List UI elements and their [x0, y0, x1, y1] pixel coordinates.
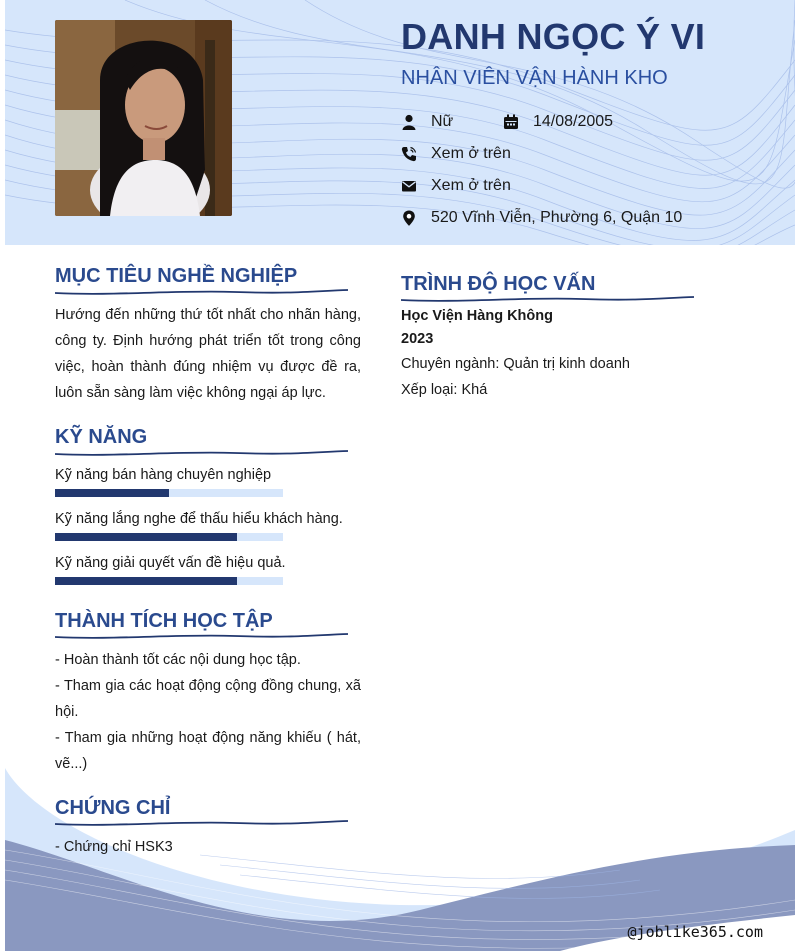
skill-label: Kỹ năng giải quyết vấn đề hiệu quả.	[55, 555, 286, 571]
skill-level-bar	[55, 489, 283, 497]
skill-label: Kỹ năng bán hàng chuyên nghiệp	[55, 467, 272, 483]
site-watermark: @joblike365.com	[627, 923, 763, 941]
achievement-item: - Tham gia các hoạt động cộng đồng chung, xã hội.	[55, 678, 361, 720]
education-major: Chuyên ngành: Quản trị kinh doanh	[401, 356, 630, 372]
job-title: NHÂN VIÊN VẬN HÀNH KHO	[401, 67, 668, 89]
phone-value: Xem ở trên	[431, 145, 511, 162]
objective-text: Hướng đến những thứ tốt nhất cho nhãn hàng, công ty. Định hướng phát triển tốt trong công việc, hoàn thành đúng nhiệm vụ được đề ra, luôn sẵn sàng làm việc không ngại áp lực.	[55, 307, 361, 401]
education-school: Học Viện Hàng Không	[401, 308, 553, 324]
email-value: Xem ở trên	[431, 177, 511, 194]
skill-label: Kỹ năng lắng nghe để thấu hiểu khách hàng.	[55, 511, 343, 527]
certificate-item: - Chứng chỉ HSK3	[55, 839, 173, 855]
skill-level-fill	[55, 489, 169, 497]
birthdate-value: 14/08/2005	[533, 113, 614, 130]
achievements-underline	[55, 631, 350, 641]
skill-level-bar	[55, 533, 283, 541]
skills-title: KỸ NĂNG	[55, 426, 148, 448]
education-year: 2023	[401, 331, 434, 347]
skills-underline	[55, 448, 350, 458]
address-value: 520 Vĩnh Viễn, Phường 6, Quận 10	[431, 209, 683, 226]
skill-level-fill	[55, 577, 237, 585]
certificates-title: CHỨNG CHỈ	[55, 797, 171, 819]
candidate-name: DANH NGỌC Ý VI	[401, 16, 706, 57]
gender-value: Nữ	[431, 113, 454, 130]
achievement-item: - Hoàn thành tốt các nội dung học tập.	[55, 652, 301, 668]
objective-underline	[55, 287, 350, 297]
achievements-title: THÀNH TÍCH HỌC TẬP	[55, 610, 273, 632]
education-rank: Xếp loại: Khá	[401, 382, 488, 398]
certificates-underline	[55, 818, 350, 828]
education-title: TRÌNH ĐỘ HỌC VẤN	[401, 273, 596, 295]
achievement-item: - Tham gia những hoạt động năng khiếu ( hát, vẽ...)	[55, 730, 361, 772]
skill-level-fill	[55, 533, 237, 541]
skill-level-bar	[55, 577, 283, 585]
education-underline	[401, 294, 696, 304]
objective-title: MỤC TIÊU NGHỀ NGHIỆP	[55, 265, 298, 287]
